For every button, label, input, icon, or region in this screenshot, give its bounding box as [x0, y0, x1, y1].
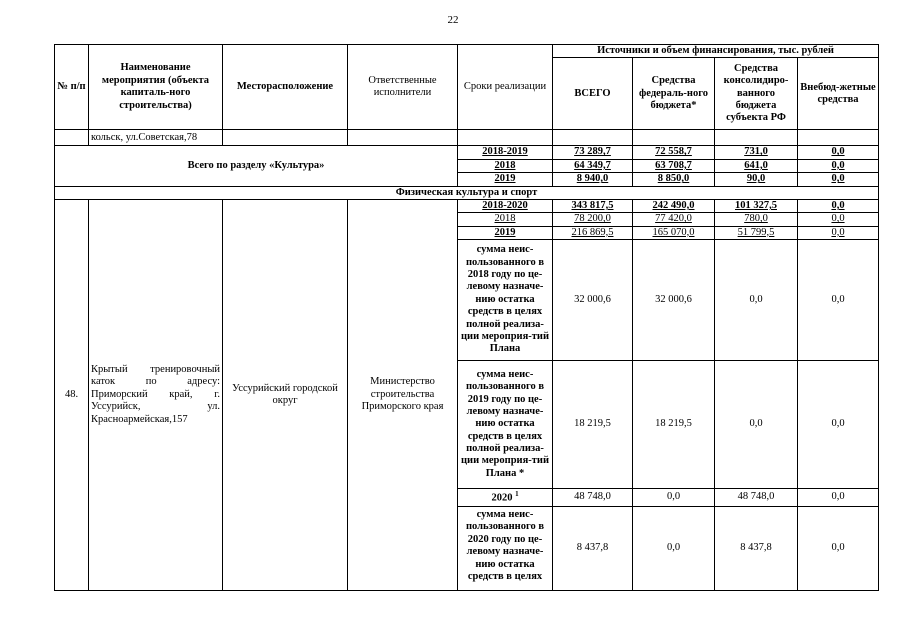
header-offbudget: Внебюд-жетные средства [798, 58, 879, 130]
federal-cell: 0,0 [633, 489, 715, 507]
header-federal: Средства федераль-ного бюджета* [633, 58, 715, 130]
total-cell: 18 219,5 [553, 361, 633, 489]
page-number: 22 [447, 14, 459, 26]
period-cell: 2018-2019 [458, 146, 553, 159]
cell [715, 130, 798, 146]
header-row-1 [55, 45, 879, 58]
regional-cell: 101 327,5 [715, 199, 798, 212]
cell [458, 130, 553, 146]
offbudget-cell: 0,0 [798, 213, 879, 226]
header-name: Наименование мероприятия (объекта капиталь-ного строительства) [89, 45, 223, 130]
section-title: Физическая культура и спорт [55, 186, 879, 199]
header-total: ВСЕГО [553, 58, 633, 130]
item48-executor: Министерство строительства Приморского края [348, 199, 458, 590]
total-cell: 32 000,6 [553, 240, 633, 361]
period-cell: сумма неис-пользованного в 2020 году по це-левому назначе-нию остатка средств в целях [458, 507, 553, 591]
culture-total-row [55, 146, 879, 159]
offbudget-cell: 0,0 [798, 240, 879, 361]
federal-cell: 77 420,0 [633, 213, 715, 226]
regional-cell: 8 437,8 [715, 507, 798, 591]
total-cell: 343 817,5 [553, 199, 633, 212]
offbudget-cell: 0,0 [798, 146, 879, 159]
offbudget-cell: 0,0 [798, 489, 879, 507]
regional-cell: 0,0 [715, 240, 798, 361]
regional-cell: 90,0 [715, 173, 798, 186]
federal-cell: 242 490,0 [633, 199, 715, 212]
period-text: 2020 [491, 492, 513, 504]
item48-name: Крытый тренировочный каток по адресу: Приморский край, г. Уссурийск, ул. Красноармейская,157 [89, 199, 223, 590]
header-location: Месторасположение [223, 45, 348, 130]
total-cell: 216 869,5 [553, 226, 633, 239]
cell [223, 130, 348, 146]
financing-table [54, 44, 879, 591]
federal-cell: 165 070,0 [633, 226, 715, 239]
total-cell: 78 200,0 [553, 213, 633, 226]
offbudget-cell: 0,0 [798, 199, 879, 212]
header-regional: Средства консолидиро-ванного бюджета субъекта РФ [715, 58, 798, 130]
item48-location: Уссурийский городской округ [223, 199, 348, 590]
federal-cell: 72 558,7 [633, 146, 715, 159]
total-cell: 73 289,7 [553, 146, 633, 159]
period-cell: 2019 [458, 226, 553, 239]
period-cell: 2019 [458, 173, 553, 186]
period-cell: 2018 [458, 159, 553, 172]
cell [633, 130, 715, 146]
regional-cell: 641,0 [715, 159, 798, 172]
total-cell: 64 349,7 [553, 159, 633, 172]
regional-cell: 731,0 [715, 146, 798, 159]
item48-row [55, 199, 879, 212]
federal-cell: 63 708,7 [633, 159, 715, 172]
item48-num: 48. [55, 199, 89, 590]
federal-cell: 8 850,0 [633, 173, 715, 186]
regional-cell: 0,0 [715, 361, 798, 489]
regional-cell: 48 748,0 [715, 489, 798, 507]
offbudget-cell: 0,0 [798, 226, 879, 239]
cell [798, 130, 879, 146]
federal-cell: 0,0 [633, 507, 715, 591]
header-num: № п/п [55, 45, 89, 130]
period-cell: 2018 [458, 213, 553, 226]
footnote-mark: 1 [515, 490, 519, 499]
federal-cell: 18 219,5 [633, 361, 715, 489]
cell [55, 130, 89, 146]
total-cell: 48 748,0 [553, 489, 633, 507]
cell [348, 130, 458, 146]
offbudget-cell: 0,0 [798, 361, 879, 489]
total-cell: 8 940,0 [553, 173, 633, 186]
offbudget-cell: 0,0 [798, 173, 879, 186]
federal-cell: 32 000,6 [633, 240, 715, 361]
period-cell [458, 489, 553, 507]
header-sources-group: Источники и объем финансирования, тыс. рублей [553, 45, 879, 58]
period-cell: 2018-2020 [458, 199, 553, 212]
period-cell: сумма неис-пользованного в 2018 году по це-левому назначе-нию остатка средств в целях полной реализа-ции мероприя-тий Плана [458, 240, 553, 361]
section-row [55, 186, 879, 199]
continuation-row [55, 130, 879, 146]
culture-total-label: Всего по разделу «Культура» [55, 146, 458, 186]
cell [553, 130, 633, 146]
header-terms: Сроки реализации [458, 45, 553, 130]
period-cell: сумма неис-пользованного в 2019 году по це-левому назначе-нию остатка средств в целях полной реализа-ции мероприя-тий Плана * [458, 361, 553, 489]
total-cell: 8 437,8 [553, 507, 633, 591]
header-executors: Ответственные исполнители [348, 45, 458, 130]
regional-cell: 51 799,5 [715, 226, 798, 239]
offbudget-cell: 0,0 [798, 507, 879, 591]
continuation-name: кольск, ул.Советская,78 [89, 130, 223, 146]
regional-cell: 780,0 [715, 213, 798, 226]
offbudget-cell: 0,0 [798, 159, 879, 172]
